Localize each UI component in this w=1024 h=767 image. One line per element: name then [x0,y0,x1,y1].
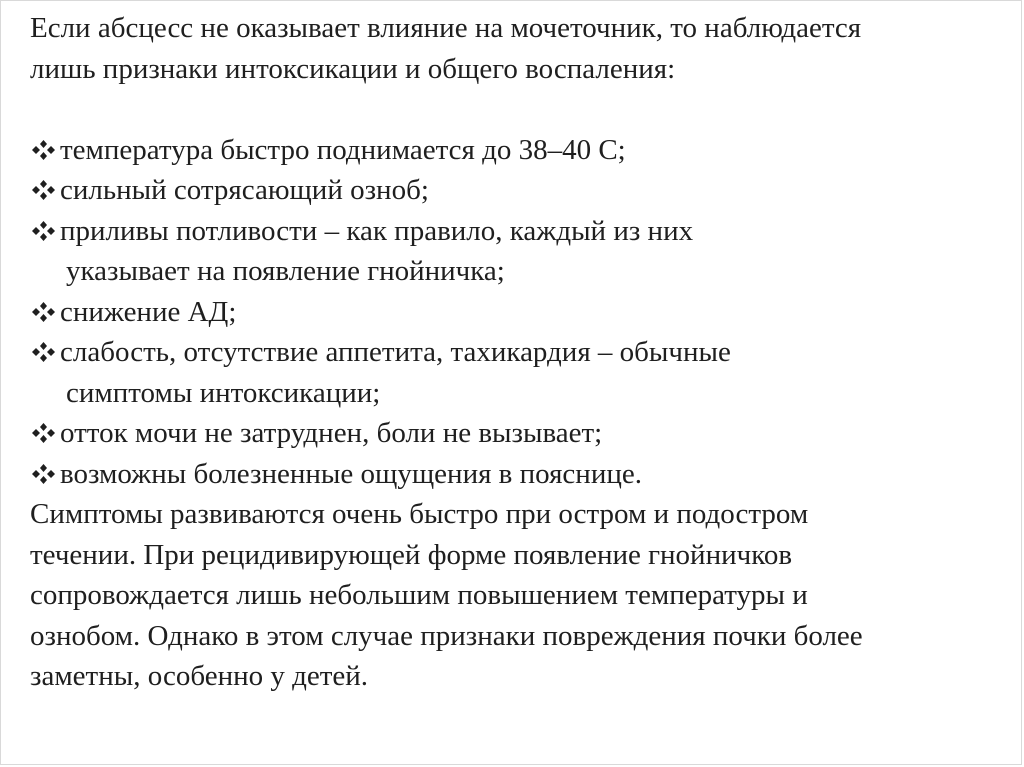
list-item [30,413,1020,454]
list-item-text-continuation: указывает на появление гнойничка; [66,255,505,287]
intro-line-1: Если абсцесс не оказывает влияние на мочеточник, то наблюдается [30,12,862,44]
list-item-text: приливы потливости – как правило, каждый из них [60,214,694,247]
four-diamond-bullet-icon [31,463,56,485]
list-item-text: возможны болезненные ощущения в пояснице. [60,457,642,490]
list-item [30,454,1020,495]
closing-line-5: заметны, особенно у детей. [30,660,369,692]
closing-line-1: Симптомы развиваются очень быстро при остром и подостром [30,498,809,530]
list-item-text: слабость, отсутствие аппетита, тахикардия – обычные [60,336,731,368]
list-item-text-continuation: симптомы интоксикации; [66,376,381,409]
list-item [30,292,1020,333]
closing-line-2: течении. При рецидивирующей форме появление гнойничков [30,538,793,571]
closing-line-4: ознобом. Однако в этом случае признаки повреждения почки более [30,619,863,652]
list-item [30,332,1020,413]
four-diamond-bullet-icon [31,341,56,363]
list-item-text: отток мочи не затруднен, боли не вызывает; [60,417,603,449]
list-item-text: температура быстро поднимается до 38–40 С; [60,133,626,166]
list-item-text: сильный сотрясающий озноб; [60,174,429,206]
slide-content [30,8,1020,697]
intro-line-2: лишь признаки интоксикации и общего воспаления: [30,52,676,85]
list-item [30,170,1020,211]
symptom-list [30,130,1020,495]
four-diamond-bullet-icon [31,220,56,242]
closing-line-3: сопровождается лишь небольшим повышением температуры и [30,579,808,611]
four-diamond-bullet-icon [31,422,56,444]
list-item [30,211,1020,292]
four-diamond-bullet-icon [31,139,56,161]
paragraph-spacer [30,89,1020,130]
four-diamond-bullet-icon [31,301,56,323]
list-item [30,130,1020,171]
list-item-text: снижение АД; [60,295,237,328]
four-diamond-bullet-icon [31,179,56,201]
